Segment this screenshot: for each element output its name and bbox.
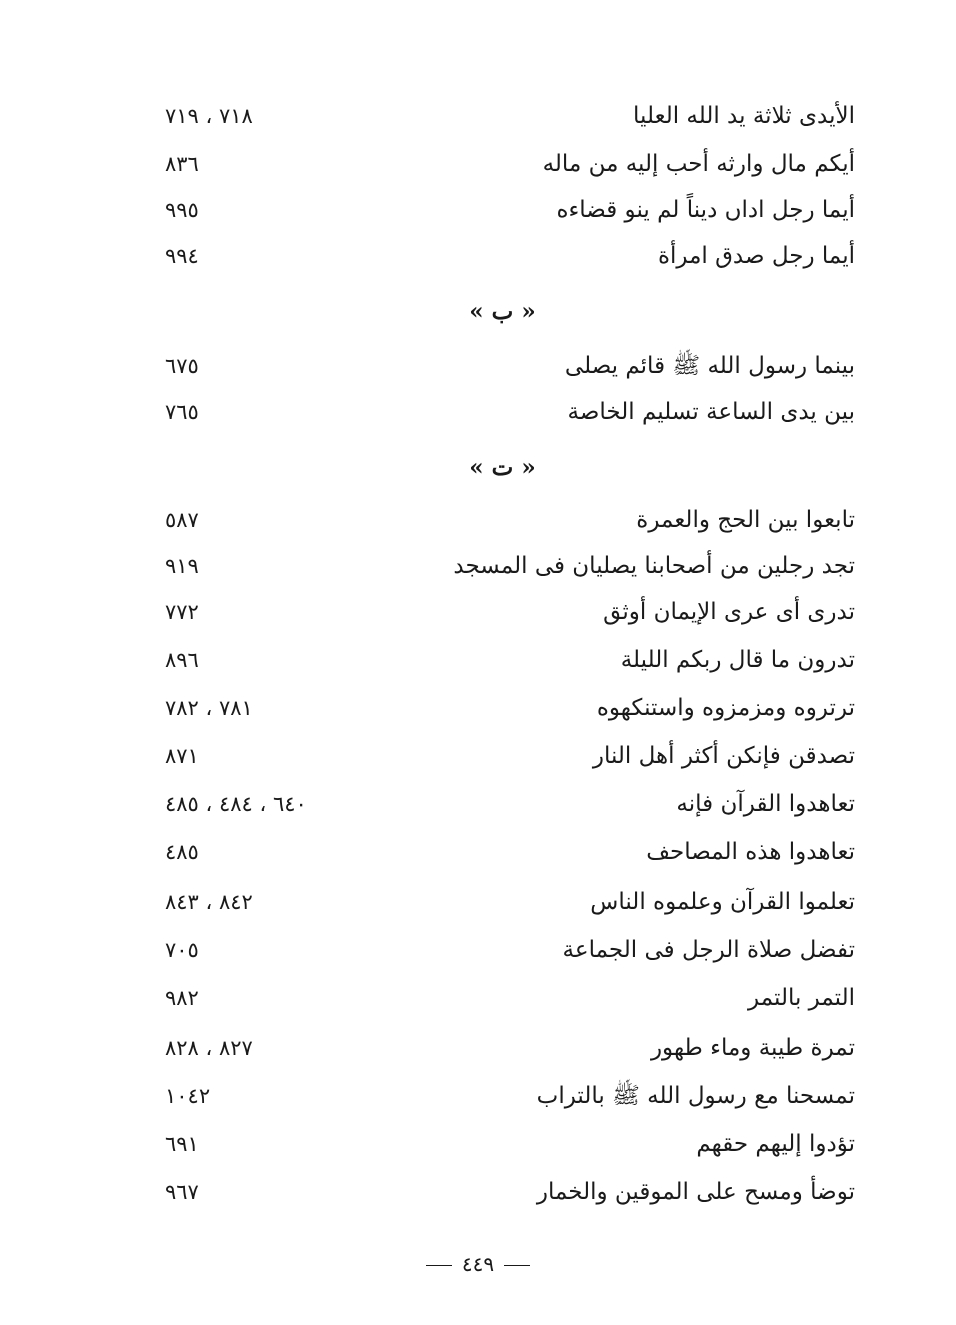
index-entry <box>150 392 855 432</box>
entry-text: تدرون ما قال ربكم الليلة <box>620 647 855 673</box>
index-entry <box>150 882 855 922</box>
entry-pages: ٨٢٧ ، ٨٢٨ <box>165 1036 253 1060</box>
entry-text: تمرة طيبة وماء طهور <box>650 1035 855 1061</box>
entry-pages: ٨٤٢ ، ٨٤٣ <box>165 890 253 914</box>
index-entry <box>150 500 855 540</box>
entry-text: أيكم مال وارثه أحب إليه من ماله <box>542 151 855 177</box>
entry-text: تفضل صلاة الرجل فى الجماعة <box>562 937 855 963</box>
entry-text: أيما رجل صدق امرأة <box>657 243 855 269</box>
entry-text: تعلموا القرآن وعلموه الناس <box>590 889 855 915</box>
index-entry <box>150 688 855 728</box>
entry-pages: ٩٨٢ <box>165 986 199 1010</box>
entry-pages: ٤٨٥ <box>165 840 199 864</box>
section-heading-t <box>150 448 855 488</box>
section-heading-b <box>150 292 855 332</box>
entry-pages: ٩٩٥ <box>165 198 199 222</box>
entry-pages: ٧١٨ ، ٧١٩ <box>165 104 253 128</box>
section-letter: « ت » <box>469 454 536 481</box>
index-entry <box>150 736 855 776</box>
index-entry <box>150 546 855 586</box>
index-entry <box>150 144 855 184</box>
entry-text: تؤدوا إليهم حقهم <box>696 1131 855 1157</box>
index-entry <box>150 640 855 680</box>
entry-text: تمسحنا مع رسول الله ﷺ بالتراب <box>536 1083 855 1109</box>
index-entry <box>150 236 855 276</box>
entry-pages: ٩١٩ <box>165 554 199 578</box>
index-entry <box>150 592 855 632</box>
entry-pages: ٦٤٠ ، ٤٨٤ ، ٤٨٥ <box>165 792 307 816</box>
entry-text: أيما رجل اداں ديناً لم ينو قضاءه <box>556 197 855 223</box>
entry-pages: ٨٣٦ <box>165 152 199 176</box>
dash-right <box>504 1265 530 1266</box>
entry-text: بين يدى الساعة تسليم الخاصة <box>567 399 855 425</box>
entry-pages: ١٠٤٢ <box>165 1084 211 1108</box>
entry-pages: ٧٦٥ <box>165 400 199 424</box>
index-entry <box>150 1172 855 1212</box>
entry-pages: ٧٧٢ <box>165 600 199 624</box>
entry-text: بينما رسول الله ﷺ قائم يصلى <box>564 353 855 379</box>
index-entry <box>150 96 855 136</box>
page-number: ٤٤٩ <box>461 1252 495 1276</box>
index-entry <box>150 346 855 386</box>
index-entry <box>150 1028 855 1068</box>
index-entry <box>150 930 855 970</box>
entry-pages: ٧٠٥ <box>165 938 199 962</box>
entry-text: تابعوا بين الحج والعمرة <box>636 507 855 533</box>
entry-text: تجد رجلين من أصحابنا يصليان فى المسجد <box>453 553 855 579</box>
entry-pages: ٦٩١ <box>165 1132 199 1156</box>
entry-pages: ٩٦٧ <box>165 1180 199 1204</box>
entry-text: تصدقن فإنكن أكثر أهل النار <box>592 743 855 769</box>
entry-pages: ٨٩٦ <box>165 648 199 672</box>
entry-pages: ٦٧٥ <box>165 354 199 378</box>
index-entry <box>150 978 855 1018</box>
entry-pages: ٧٨١ ، ٧٨٢ <box>165 696 253 720</box>
entry-text: ترتروه ومزمزوه واستنكهوه <box>596 695 855 721</box>
entry-text: الأيدى ثلاثة يد الله العليا <box>633 103 855 129</box>
index-entry <box>150 190 855 230</box>
index-entry <box>150 832 855 872</box>
section-letter: « ب » <box>469 298 536 325</box>
page-number-footer <box>0 1248 956 1280</box>
index-entry <box>150 1076 855 1116</box>
index-entry <box>150 1124 855 1164</box>
entry-pages: ٨٧١ <box>165 744 199 768</box>
entry-text: تدرى أى عرى الإيمان أوثق <box>603 599 855 625</box>
dash-left <box>426 1265 452 1266</box>
entry-text: تعاهدوا القرآن فإنه <box>676 791 855 817</box>
index-entry <box>150 784 855 824</box>
entry-text: التمر بالتمر <box>748 985 855 1011</box>
entry-pages: ٥٨٧ <box>165 508 199 532</box>
entry-text: تعاهدوا هذه المصاحف <box>646 839 855 865</box>
entry-pages: ٩٩٤ <box>165 244 199 268</box>
entry-text: توضأ ومسح على الموقين والخمار <box>536 1179 855 1205</box>
